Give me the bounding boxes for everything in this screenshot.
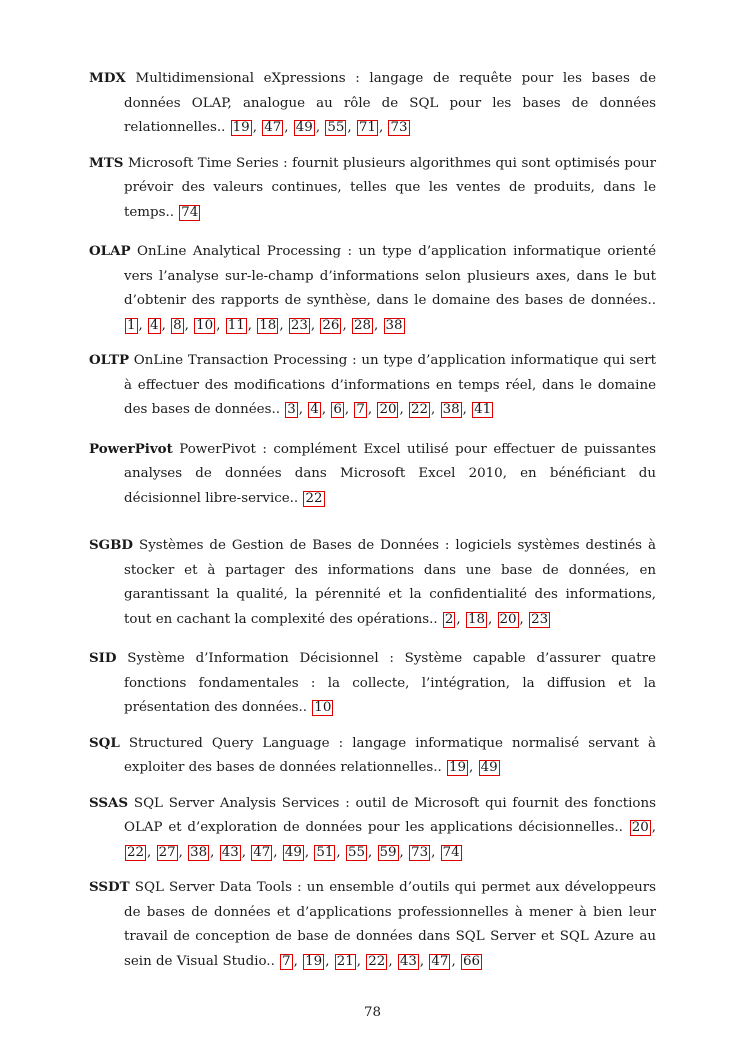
- page-reference-link[interactable]: 73: [411, 844, 429, 860]
- page-reference-link[interactable]: 23: [531, 611, 549, 627]
- page-reference-link[interactable]: 7: [282, 953, 291, 969]
- glossary-term: SSAS: [89, 794, 129, 811]
- glossary-term: MDX: [89, 70, 126, 86]
- page-reference-link[interactable]: 11: [227, 317, 245, 333]
- glossary-entry: [89, 151, 656, 226]
- page-reference-link[interactable]: 43: [221, 844, 239, 860]
- glossary-entry: SGBD Systèmes de Gestion de Bases de Données : logiciels systèmes destinés à stocker et à partager des informations dans une base de données, en garantissant la qualité, la pérennité et la confidentialité des informations, tout en cachant la complexité des opérations.. 2 , 18 , 20 , 23: [89, 537, 656, 627]
- glossary-term: PowerPivot: [89, 440, 173, 457]
- page-reference-link[interactable]: 20: [499, 611, 517, 627]
- page-reference-link[interactable]: 49: [284, 844, 302, 860]
- page-reference-link[interactable]: 7: [356, 402, 365, 417]
- glossary-term: OLAP: [89, 243, 131, 259]
- glossary-definition: SQL Server Analysis Services : outil de Microsoft qui fournit des fonctions OLAP et d’exploration de données pour les applications décisionnelles..: [124, 795, 656, 835]
- page-reference-link[interactable]: 47: [264, 120, 282, 135]
- page-reference-link[interactable]: 74: [181, 204, 199, 220]
- page-reference-link[interactable]: 55: [347, 844, 365, 860]
- page-reference-link[interactable]: 2: [444, 611, 454, 627]
- page-reference-link[interactable]: 49: [295, 120, 313, 135]
- glossary-term: MTS: [89, 154, 124, 171]
- page-reference-link[interactable]: 38: [442, 402, 460, 417]
- page-reference-link[interactable]: 47: [431, 953, 449, 969]
- page-reference-link[interactable]: 22: [411, 402, 429, 417]
- page-reference-link[interactable]: 43: [399, 953, 417, 969]
- page-reference-link[interactable]: 4: [310, 402, 319, 417]
- glossary-definition: OnLine Analytical Processing : un type d’application informatique orienté vers l’analyse sur-le-champ d’informations selon plusieurs axes, dans le but d’obtenir des rapports de synthèse, dans le domaine des bases de données..: [124, 244, 656, 308]
- glossary-entry: [89, 437, 656, 512]
- page-reference-link[interactable]: 3: [287, 402, 296, 417]
- glossary-entry: SQL Structured Query Language : langage informatique normalisé servant à exploiter des bases de données relationnelles.. 19 , 49: [89, 734, 656, 775]
- glossary-term: SID: [89, 650, 117, 666]
- page-reference-link[interactable]: 74: [442, 844, 460, 860]
- page-reference-link[interactable]: 23: [290, 317, 308, 333]
- glossary-term: SSDT: [89, 879, 130, 895]
- glossary-entry: SSDT SQL Server Data Tools : un ensemble d’outils qui permet aux développeurs de bases de données et d’applications professionnelles à mener à bien leur travail de conception de base de données dans SQL Server et SQL Azure au sein de Visual Studio.. 7 , 19 , 21 , 22 , 43 , 47 , 66: [89, 879, 656, 969]
- page-reference-link[interactable]: 38: [385, 317, 403, 333]
- page-reference-link[interactable]: 19: [305, 953, 323, 969]
- page-reference-link[interactable]: 8: [173, 317, 182, 333]
- glossary-entry: [89, 646, 656, 721]
- glossary-entry: MDX Multidimensional eXpressions : langage de requête pour les bases de données OLAP, analogue au rôle de SQL pour les bases de données relationnelles.. 19 , 47 , 49 , 55 , 71 , 73: [89, 70, 656, 135]
- page-reference-link[interactable]: 1: [127, 317, 136, 333]
- page-reference-link[interactable]: 10: [196, 317, 214, 333]
- glossary-definition: SQL Server Data Tools : un ensemble d’outils qui permet aux développeurs de bases de données et d’applications professionnelles à mener à bien leur travail de conception de base de données dans SQL Server et SQL Azure au sein de Visual Studio..: [124, 880, 656, 969]
- page-number: 78: [363, 1005, 382, 1020]
- glossary-entry: OLAP OnLine Analytical Processing : un type d’application informatique orienté vers l’analyse sur-le-champ d’informations selon plusieurs axes, dans le but d’obtenir des rapports de synthèse, dans le domaine des bases de données.. 1 , 4 , 8 , 10 , 11 , 18 , 23 , 26 , 28 , 38: [89, 243, 656, 333]
- page-reference-link[interactable]: 18: [467, 611, 485, 627]
- page-reference-link[interactable]: 55: [327, 120, 345, 135]
- page-reference-link[interactable]: 19: [449, 760, 467, 775]
- page-reference-link[interactable]: 22: [368, 953, 386, 969]
- glossary-entry: SSAS SQL Server Analysis Services : outil de Microsoft qui fournit des fonctions OLAP et d’exploration de données pour les applications décisionnelles.. 20 , 22 , 27 , 38 , 43 , 47 , 49 , 51 , 55 , 59 , 73 , 74: [89, 794, 656, 860]
- page-reference-link[interactable]: 22: [305, 490, 323, 506]
- page-reference-link[interactable]: 6: [333, 402, 342, 417]
- page-reference-link[interactable]: 10: [314, 700, 332, 715]
- page-reference-link[interactable]: 20: [631, 820, 649, 835]
- page-reference-link[interactable]: 73: [390, 120, 408, 135]
- glossary-term: SQL: [89, 734, 120, 751]
- glossary-definition: PowerPivot : complément Excel utilisé pour effectuer de puissantes analyses de données dans Microsoft Excel 2010, en bénéficiant du décisionnel libre-service..: [124, 441, 656, 506]
- page-reference-link[interactable]: 38: [190, 844, 208, 860]
- page-reference-link[interactable]: 59: [379, 844, 397, 860]
- glossary-term: SGBD: [89, 537, 134, 553]
- page-reference-link[interactable]: 20: [379, 402, 397, 417]
- page-reference-link[interactable]: 26: [322, 317, 340, 333]
- glossary-definition: Systèmes de Gestion de Bases de Données : logiciels systèmes destinés à stocker et à partager des informations dans une base de données, en garantissant la qualité, la pérennité et la confidentialité des informations, tout en cachant la complexité des opérations..: [124, 538, 656, 627]
- glossary-definition: Structured Query Language : langage informatique normalisé servant à exploiter des bases de données relationnelles..: [124, 735, 656, 775]
- page-reference-link[interactable]: 4: [150, 317, 159, 333]
- page-reference-link[interactable]: 66: [462, 953, 480, 969]
- page-reference-link[interactable]: 18: [259, 317, 277, 333]
- glossary-definition: OnLine Transaction Processing : un type d’application informatique qui sert à effectuer des modifications d’informations en temps réel, dans le domaine des bases de données..: [124, 353, 656, 417]
- page-reference-link[interactable]: 27: [158, 844, 176, 860]
- glossary-definition: Multidimensional eXpressions : langage de requête pour les bases de données OLAP, analogue au rôle de SQL pour les bases de données relationnelles..: [124, 71, 656, 135]
- page-reference-link[interactable]: 41: [474, 402, 492, 417]
- glossary-page: [89, 66, 656, 974]
- page-reference-link[interactable]: 28: [353, 317, 371, 333]
- page-reference-link[interactable]: 22: [127, 844, 145, 860]
- glossary-entry: OLTP OnLine Transaction Processing : un type d’application informatique qui sert à effectuer des modifications d’informations en temps réel, dans le domaine des bases de données.. 3 , 4 , 6 , 7 , 20 , 22 , 38 , 41: [89, 352, 656, 417]
- glossary-term: OLTP: [89, 352, 130, 368]
- page-reference-link[interactable]: 51: [316, 844, 334, 860]
- page-reference-link[interactable]: 21: [336, 953, 354, 969]
- page-reference-link[interactable]: 71: [358, 120, 376, 135]
- page-reference-link[interactable]: 49: [480, 760, 498, 775]
- page-reference-link[interactable]: 19: [232, 120, 250, 135]
- glossary-definition: Système d’Information Décisionnel : Système capable d’assurer quatre fonctions fondamentales : la collecte, l’intégration, la diffusion et la présentation des données..: [124, 651, 656, 715]
- page-reference-link[interactable]: 47: [253, 844, 271, 860]
- glossary-definition: Microsoft Time Series : fournit plusieurs algorithmes qui sont optimisés pour prévoir des valeurs continues, telles que les ventes de produits, dans le temps..: [124, 155, 656, 220]
